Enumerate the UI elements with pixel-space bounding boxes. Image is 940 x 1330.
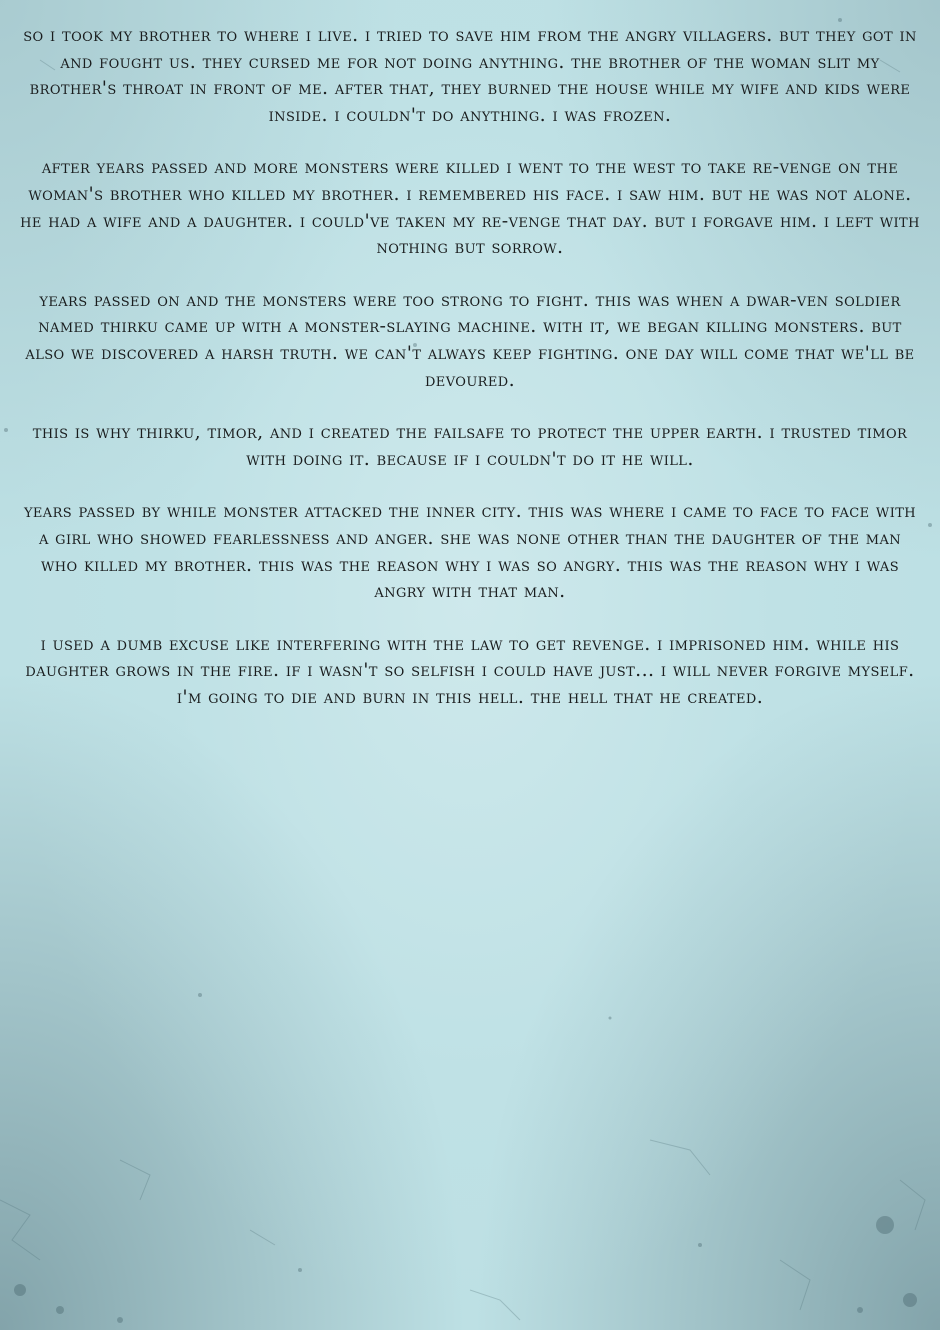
paragraph-4: this is why thirku, timor, and i created the failsafe to protect the upper earth. i trusted timor with doing it. because if i couldn't do it he will. [32, 421, 908, 470]
paragraph-2: after years passed and more monsters were killed i went to the west to take re-venge on the woman's brother who killed my brother. i remembered his face. i saw him. but he was not alone. he had a wife and a daughter. i could've taken my re-venge that day. but i forgave him. i left with nothing but sorrow. [20, 156, 920, 259]
story-text [20, 22, 920, 736]
paragraph-5: years passed by while monster attacked the inner city. this was where i came to face to face with a girl who showed fearlessness and anger. she was none other than the daughter of the man who killed my brother. this was the reason why i was so angry. this was the reason why i was angry with that man. [23, 500, 917, 603]
paragraph-6: i used a dumb excuse like interfering with the law to get revenge. i imprisoned him. while his daughter grows in the fire. if i wasn't so selfish i could have just... i will never forgive myself. i'm going to die and burn in this hell. the hell that he created. [25, 632, 915, 708]
paragraph-3: years passed on and the monsters were too strong to fight. this was when a dwar-ven soldier named thirku came up with a monster-slaying machine. with it, we began killing monsters. but also we discovered a harsh truth. we can't always keep fighting. one day will come that we'll be devoured. [25, 288, 915, 391]
paragraph-1: so i took my brother to where i live. i tried to save him from the angry villagers. but they got in and fought us. they cursed me for not doing anything. the brother of the woman slit my brother's throat in front of me. after that, they burned the house while my wife and kids were inside. i couldn't do anything. i was frozen. [23, 24, 917, 126]
